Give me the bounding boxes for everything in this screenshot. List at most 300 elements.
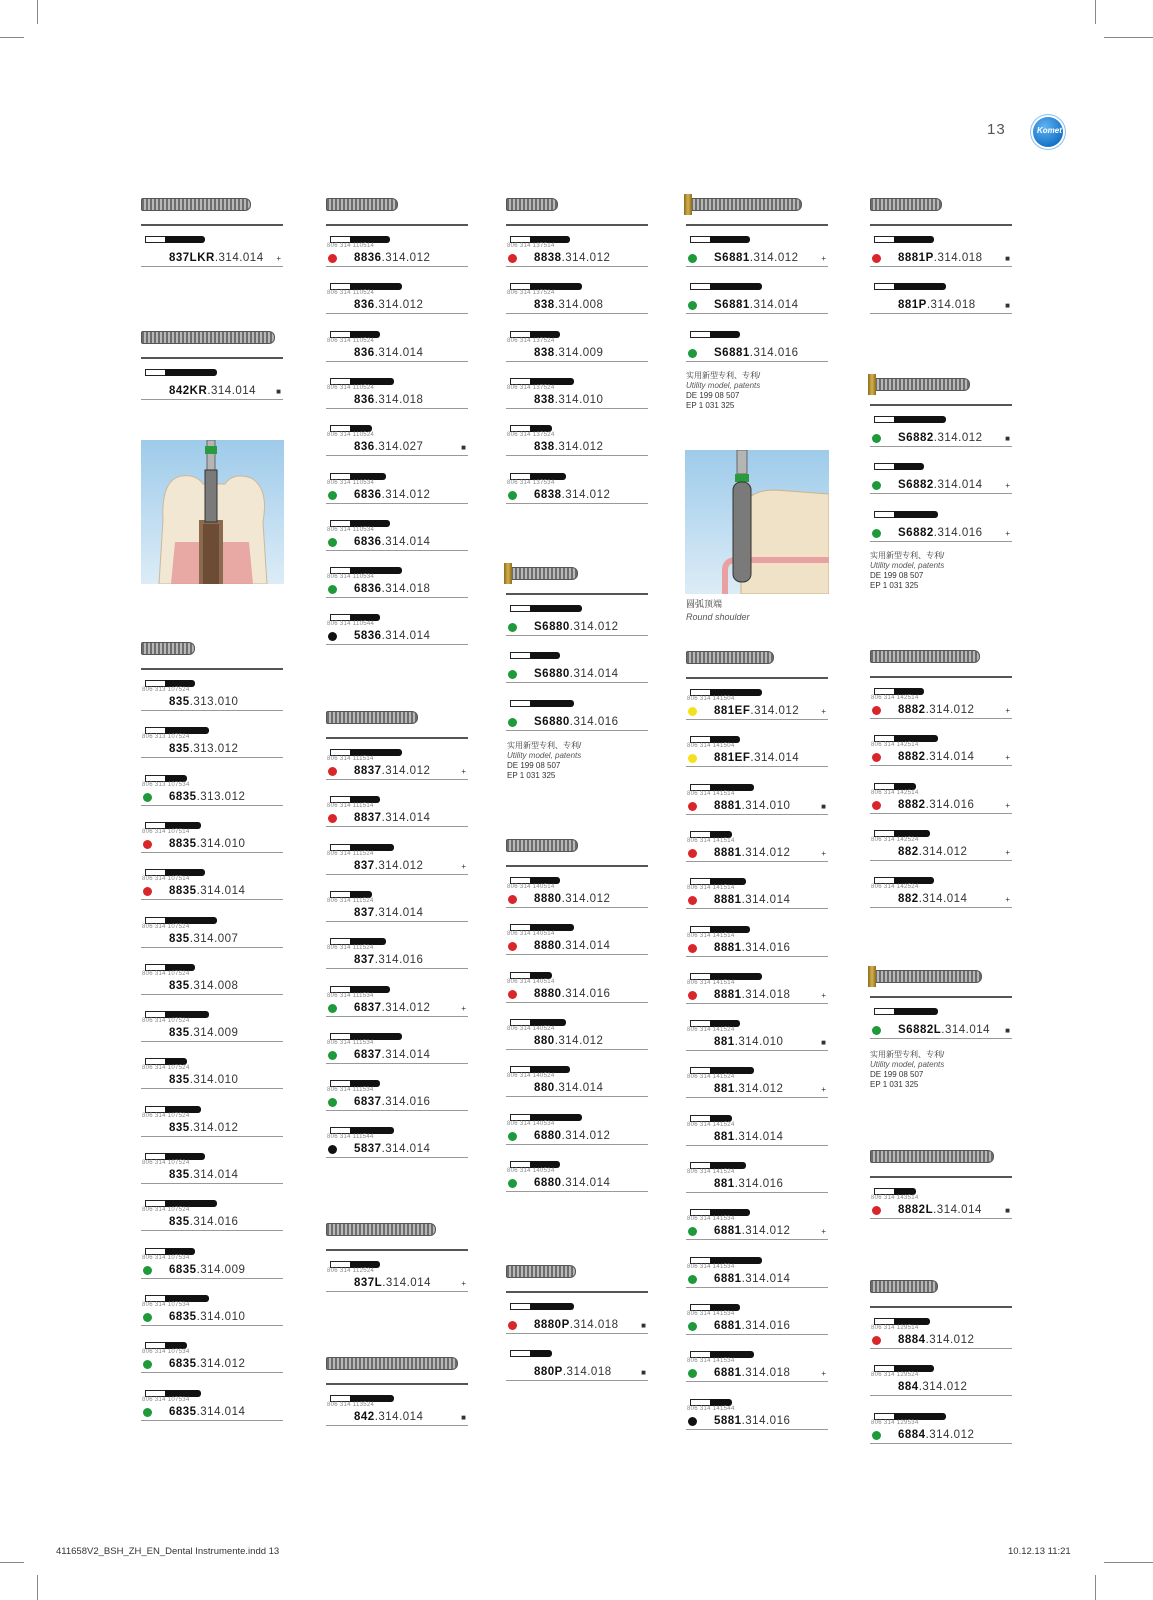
reference-suffix: .314.016 [561, 987, 611, 1000]
instrument-photo [326, 706, 468, 728]
product-row [141, 673, 283, 711]
footer-file: 411658V2_BSH_ZH_EN_Dental Instrumente.indd 13 [56, 1546, 280, 1557]
reference-figure: 835 [169, 979, 190, 992]
crop-mark [37, 1575, 38, 1600]
row-divider [870, 1218, 1012, 1219]
availability-mark: + [1005, 528, 1010, 538]
product-row [870, 1311, 1012, 1349]
row-divider [506, 682, 648, 683]
product-row [141, 1241, 283, 1279]
reference-number [898, 893, 967, 905]
reference-figure: 6836 [354, 535, 382, 548]
product-row [870, 776, 1012, 814]
shank-icon [874, 511, 894, 518]
reference-suffix: .314.016 [381, 1096, 431, 1109]
instrument-silhouette-icon [165, 1200, 217, 1207]
reference-suffix: .314.014 [381, 1143, 431, 1156]
row-divider [686, 313, 828, 314]
section-rule [326, 1249, 468, 1251]
row-divider [326, 597, 468, 598]
patent-note-zh: 实用新型专利、专利/ [507, 741, 582, 750]
instrument-silhouette-icon [710, 878, 746, 885]
shank-icon [330, 520, 350, 527]
grit-color-dot [328, 1051, 337, 1060]
shank-icon [510, 473, 530, 480]
reference-figure: 8881 [714, 799, 742, 812]
instrument-silhouette-icon [710, 283, 762, 290]
shank-icon [690, 1162, 710, 1169]
row-divider [141, 947, 283, 948]
reference-number [898, 527, 983, 539]
order-code: 806 314 141504 [687, 743, 735, 750]
instrument-photo [686, 193, 828, 215]
order-code: 806 314 140534 [507, 1120, 555, 1127]
shank-icon [330, 378, 350, 385]
reference-figure: 881 [714, 1178, 735, 1190]
instrument-photo [870, 373, 1012, 395]
shank-icon [330, 986, 350, 993]
shank-icon [330, 891, 350, 898]
patent-note-s6881 [686, 371, 828, 411]
shank-icon [510, 1161, 530, 1168]
instrument-silhouette-icon [350, 283, 402, 290]
section-rule [326, 737, 468, 739]
row-divider [141, 1230, 283, 1231]
product-row [141, 720, 283, 758]
product-row [326, 607, 468, 645]
reference-suffix: .314.012 [561, 893, 611, 905]
reference-number [898, 1024, 990, 1036]
reference-figure: 835 [169, 1169, 190, 1181]
section-rule [506, 224, 648, 226]
product-row [870, 1358, 1012, 1396]
reference-figure: 836 [354, 393, 375, 406]
grit-color-dot [508, 670, 517, 679]
reference-number [169, 743, 238, 755]
reference-suffix: .314.016 [374, 954, 424, 967]
availability-mark: ■ [276, 387, 281, 396]
shank-icon [145, 1248, 165, 1255]
row-divider [141, 1420, 283, 1421]
shank-icon [874, 877, 894, 884]
row-divider [870, 765, 1012, 766]
order-code: 806 314 107524 [142, 1018, 190, 1025]
product-row [870, 870, 1012, 908]
instrument-photo [326, 1218, 468, 1240]
instrument-silhouette-icon [530, 1350, 552, 1357]
reference-number [169, 838, 245, 850]
product-row [506, 1296, 648, 1334]
reference-suffix: .314.014 [214, 252, 264, 264]
instrument-silhouette-icon [894, 463, 924, 470]
reference-suffix: .314.014 [750, 752, 800, 765]
order-code: 806 314 110534 [327, 479, 375, 486]
reference-figure: 8835 [169, 837, 197, 850]
section-rule [506, 593, 648, 595]
crop-mark [0, 1562, 24, 1563]
reference-number [354, 1002, 430, 1014]
row-divider [141, 899, 283, 900]
komet-logo [1031, 115, 1065, 149]
reference-suffix: .314.012 [381, 765, 431, 777]
reference-figure: S6882 [898, 432, 934, 444]
product-row [870, 681, 1012, 719]
grit-color-dot [688, 1227, 697, 1236]
product-row [326, 884, 468, 922]
reference-figure: 5881 [714, 1414, 742, 1427]
row-divider [686, 1097, 828, 1098]
patent-note-de: DE 199 08 507 [870, 571, 924, 580]
row-divider [141, 757, 283, 758]
instrument-silhouette-icon [530, 473, 566, 480]
row-divider [141, 1183, 283, 1184]
shank-icon [874, 1008, 894, 1015]
reference-suffix: .314.010 [554, 393, 604, 406]
reference-figure: 6835 [169, 1263, 197, 1276]
reference-number [714, 1415, 790, 1427]
order-code: 806 314 141534 [687, 1216, 735, 1223]
reference-number [169, 1264, 245, 1276]
order-code: 806 314 107524 [142, 1207, 190, 1214]
grit-color-dot [872, 529, 881, 538]
row-divider [686, 266, 828, 267]
grit-color-dot [688, 896, 697, 905]
reference-figure: 8836 [354, 252, 382, 264]
instrument-silhouette-icon [530, 652, 560, 659]
row-divider [686, 1239, 828, 1240]
patent-note-de: DE 199 08 507 [686, 391, 740, 400]
reference-number [169, 885, 245, 897]
instrument-silhouette-icon [165, 680, 195, 687]
instrument-silhouette-icon [710, 1399, 732, 1406]
grit-color-dot [872, 706, 881, 715]
order-code: 806 314 140514 [507, 978, 555, 985]
reference-number [898, 299, 976, 311]
product-row [870, 823, 1012, 861]
row-divider [326, 1291, 468, 1292]
grit-color-dot [328, 814, 337, 823]
grit-color-dot [508, 491, 517, 500]
instrument-silhouette-icon [894, 1413, 946, 1420]
diamond-bur-image [326, 1357, 458, 1370]
shank-icon [330, 1080, 350, 1087]
diamond-bur-image [326, 1223, 436, 1236]
instrument-silhouette-icon [530, 236, 570, 243]
instrument-silhouette-icon [530, 1114, 582, 1121]
availability-mark: + [821, 707, 826, 716]
instrument-photo [326, 1352, 468, 1374]
product-row [326, 229, 468, 267]
instrument-silhouette-icon [530, 1019, 566, 1026]
reference-number [534, 299, 603, 311]
order-code: 806 313 107524 [142, 687, 190, 693]
reference-number [169, 791, 245, 803]
row-divider [326, 826, 468, 827]
product-row [686, 229, 828, 267]
reference-number [354, 954, 423, 966]
reference-suffix: .314.014 [933, 479, 983, 492]
reference-figure: 837 [354, 906, 375, 919]
row-divider [686, 1050, 828, 1051]
patent-note-en: Utility model, patents [507, 751, 582, 760]
reference-figure: 835 [169, 932, 190, 945]
reference-figure: 6835 [169, 790, 197, 803]
reference-suffix: .314.012 [918, 1381, 968, 1394]
product-row [686, 1060, 828, 1098]
grit-color-dot [688, 254, 697, 263]
order-code: 806 314 141524 [687, 1169, 735, 1175]
diamond-bur-image [141, 198, 251, 211]
product-row [686, 1202, 828, 1240]
availability-mark: + [821, 990, 826, 1000]
reference-suffix: .314.009 [196, 1263, 246, 1276]
grit-color-dot [872, 753, 881, 762]
reference-figure: 6835 [169, 1358, 197, 1371]
shank-icon [510, 924, 530, 931]
reference-figure: 8880 [534, 987, 562, 1000]
instrument-photo [870, 645, 1012, 667]
reference-suffix: .314.014 [734, 1130, 784, 1143]
instrument-silhouette-icon [530, 700, 574, 707]
instrument-silhouette-icon [894, 1188, 916, 1195]
instrument-silhouette-icon [165, 1058, 187, 1065]
shank-icon [330, 425, 350, 432]
reference-figure: 8835 [169, 885, 197, 898]
reference-number [898, 799, 974, 811]
product-row [870, 409, 1012, 447]
reference-figure: 842 [354, 1411, 375, 1423]
reference-figure: 6881 [714, 1319, 742, 1332]
reference-suffix: .314.014 [374, 906, 424, 919]
reference-number [354, 583, 430, 595]
reference-figure: 882 [898, 893, 919, 906]
instrument-silhouette-icon [710, 1304, 740, 1311]
instrument-silhouette-icon [894, 283, 946, 290]
reference-number [354, 1143, 430, 1155]
product-row [506, 1012, 648, 1050]
shank-icon [690, 1209, 710, 1216]
row-divider [870, 718, 1012, 719]
order-code: 806 314 142514 [871, 742, 919, 749]
reference-figure: S6880 [534, 621, 570, 633]
reference-suffix: .314.014 [561, 940, 611, 953]
row-divider [686, 1145, 828, 1146]
reference-suffix: .314.007 [189, 932, 239, 945]
reference-number [714, 800, 790, 812]
order-code: 806 314 141514 [687, 932, 735, 939]
row-divider [870, 1395, 1012, 1396]
product-row [506, 1343, 648, 1381]
reference-suffix: .314.012 [918, 845, 968, 858]
instrument-silhouette-icon [165, 869, 205, 876]
availability-mark: + [1005, 706, 1010, 715]
grit-color-dot [872, 434, 881, 443]
shank-icon [510, 605, 530, 612]
instrument-silhouette-icon [165, 1390, 201, 1397]
instrument-silhouette-icon [894, 688, 924, 695]
reference-suffix: .313.012 [196, 790, 246, 803]
instrument-silhouette-icon [165, 964, 195, 971]
order-code: 806 314 129524 [871, 1372, 919, 1379]
instrument-silhouette-icon [710, 1020, 740, 1027]
grit-color-dot [688, 991, 697, 1000]
shank-icon [690, 926, 710, 933]
row-divider [141, 1278, 283, 1279]
reference-suffix: .314.012 [554, 1034, 604, 1047]
row-divider [506, 408, 648, 409]
grit-color-dot [872, 1431, 881, 1440]
product-row [141, 1383, 283, 1421]
instrument-silhouette-icon [710, 1115, 732, 1122]
shank-icon [874, 463, 894, 470]
reference-number [169, 980, 238, 992]
reference-suffix: .314.014 [569, 668, 619, 681]
diamond-bur-image [686, 198, 802, 211]
instrument-photo [506, 834, 648, 856]
row-divider [326, 874, 468, 875]
reference-suffix: .314.014 [196, 885, 246, 898]
product-row [326, 1254, 468, 1292]
instrument-silhouette-icon [165, 1011, 209, 1018]
reference-suffix: .314.014 [381, 630, 431, 643]
row-divider [141, 399, 283, 400]
shank-icon [690, 1067, 710, 1074]
reference-number [169, 696, 238, 708]
reference-number [714, 1273, 790, 1285]
shank-icon [510, 236, 530, 243]
reference-suffix: .314.012 [933, 432, 983, 444]
order-code: 806 314 137534 [507, 479, 555, 486]
grit-color-dot [143, 1408, 152, 1417]
diamond-bur-image [506, 567, 578, 580]
instrument-silhouette-icon [710, 1162, 746, 1169]
shank-icon [145, 822, 165, 829]
shank-icon [690, 1257, 710, 1264]
instrument-photo [506, 562, 648, 584]
availability-mark: ■ [1005, 434, 1010, 443]
reference-number [898, 704, 974, 716]
instrument-silhouette-icon [350, 796, 380, 803]
order-code: 806 314 110524 [327, 384, 375, 391]
order-code: 806 314 111514 [327, 803, 374, 810]
order-code: 806 314 129534 [871, 1419, 919, 1426]
instrument-silhouette-icon [530, 877, 560, 884]
availability-mark: + [1005, 481, 1010, 491]
reference-figure: 884 [898, 1381, 919, 1394]
reference-number [534, 1082, 603, 1094]
grit-color-dot [328, 1145, 337, 1154]
instrument-silhouette-icon [530, 425, 552, 432]
availability-mark: + [461, 1279, 466, 1288]
reference-number [354, 1411, 423, 1423]
reference-number [898, 1334, 974, 1346]
order-code: 806 314 137524 [507, 290, 555, 297]
grit-color-dot [328, 1004, 337, 1013]
reference-suffix: .314.012 [381, 1001, 431, 1014]
instrument-silhouette-icon [350, 749, 402, 756]
patent-note-en: Utility model, patents [686, 381, 761, 390]
row-divider [506, 635, 648, 636]
availability-mark: ■ [1005, 1206, 1010, 1215]
grit-color-dot [328, 254, 337, 263]
shank-icon [874, 1188, 894, 1195]
product-row [506, 645, 648, 683]
product-row [870, 1001, 1012, 1039]
instrument-silhouette-icon [350, 891, 372, 898]
product-row [326, 789, 468, 827]
shank-icon [145, 727, 165, 734]
shank-icon [874, 283, 894, 290]
grit-color-dot [328, 632, 337, 641]
reference-number [169, 1074, 238, 1086]
product-row [506, 324, 648, 362]
reference-number [534, 489, 610, 501]
product-row [686, 824, 828, 862]
reference-figure: 881EF [714, 705, 751, 717]
instrument-photo [326, 193, 468, 215]
row-divider [686, 908, 828, 909]
instrument-photo [870, 965, 1012, 987]
reference-number [354, 1277, 431, 1289]
row-divider [141, 1325, 283, 1326]
order-code: 806 314 107534 [142, 1349, 190, 1356]
reference-number [354, 1096, 430, 1108]
grit-color-dot [688, 1369, 697, 1378]
shank-icon [510, 877, 530, 884]
reference-suffix: .314.012 [925, 1428, 975, 1441]
reference-figure: 8837 [354, 765, 382, 777]
reference-suffix: .314.012 [741, 846, 791, 859]
reference-figure: 6835 [169, 1310, 197, 1323]
reference-number [898, 1204, 982, 1216]
reference-suffix: .314.018 [933, 252, 983, 264]
instrument-photo [870, 1275, 1012, 1297]
reference-suffix: .314.014 [381, 1048, 431, 1061]
product-row [870, 229, 1012, 267]
shank-icon [510, 1066, 530, 1073]
reference-figure: 8881 [714, 988, 742, 1001]
reference-figure: 835 [169, 1121, 190, 1134]
product-row [326, 276, 468, 314]
reference-suffix: .314.016 [933, 526, 983, 539]
reference-figure: 8837 [354, 812, 382, 825]
product-row [506, 870, 648, 908]
reference-number [354, 394, 423, 406]
reference-number [169, 1311, 245, 1323]
reference-figure: 8882 [898, 704, 926, 716]
row-divider [506, 1333, 648, 1334]
reference-suffix: .314.014 [554, 1082, 604, 1095]
instrument-silhouette-icon [710, 926, 750, 933]
round-shoulder-zh: 圆弧顶端 [686, 599, 723, 609]
availability-mark: ■ [821, 1038, 826, 1048]
reference-number [534, 893, 610, 905]
instrument-silhouette-icon [350, 938, 386, 945]
shank-icon [145, 680, 165, 687]
product-row [326, 513, 468, 551]
availability-mark: + [821, 1227, 826, 1237]
product-row [326, 1026, 468, 1064]
patent-note-de: DE 199 08 507 [507, 761, 561, 770]
grit-color-dot [688, 849, 697, 858]
instrument-silhouette-icon [165, 1342, 187, 1349]
instrument-silhouette-icon [894, 783, 916, 790]
row-divider [506, 1096, 648, 1097]
instrument-silhouette-icon [165, 775, 187, 782]
row-divider [506, 1049, 648, 1050]
row-divider [326, 968, 468, 969]
reference-figure: 8880P [534, 1319, 570, 1331]
